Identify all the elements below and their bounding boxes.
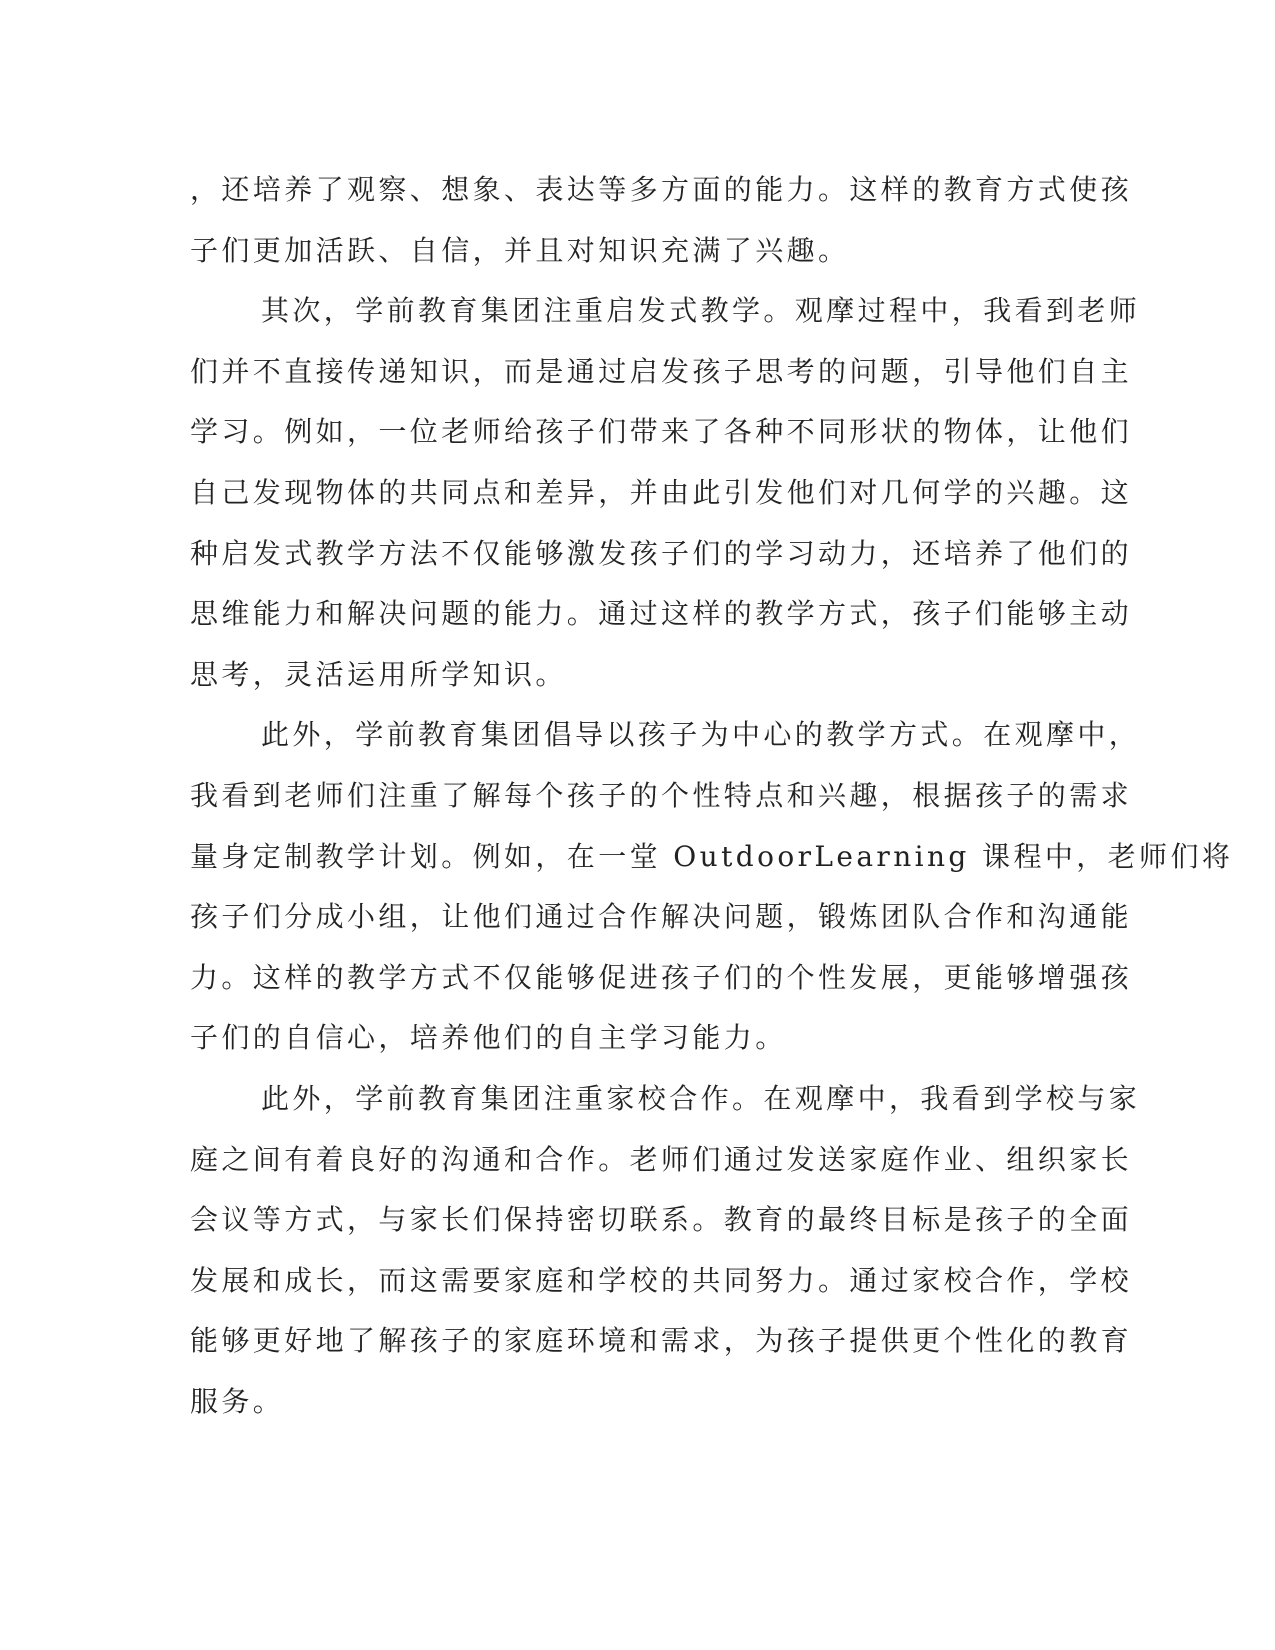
text-line: 思维能力和解决问题的能力。通过这样的教学方式，孩子们能够主动 [190,597,1133,631]
text-line: 此外，学前教育集团注重家校合作。在观摩中，我看到学校与家 [261,1081,1141,1115]
text-line: ，还培养了观察、想象、表达等多方面的能力。这样的教育方式使孩 [190,173,1133,206]
text-line: 们并不直接传递知识，而是通过启发孩子思考的问题，引导他们自主 [190,354,1133,388]
paragraph-1 [190,160,1133,281]
paragraph-4 [190,1069,1141,1433]
text-line: 孩子们分成小组，让他们通过合作解决问题，锻炼团队合作和沟通能 [190,900,1133,934]
text-line: 我看到老师们注重了解每个孩子的个性特点和兴趣，根据孩子的需求 [190,778,1133,812]
text-line: 子们的自信心，培养他们的自主学习能力。 [190,1021,787,1055]
text-line: 服务。 [190,1384,285,1418]
text-line: 自己发现物体的共同点和差异，并由此引发他们对几何学的兴趣。这 [190,475,1133,509]
text-line: 会议等方式，与家长们保持密切联系。教育的最终目标是孩子的全面 [190,1203,1133,1237]
text-line: 思考，灵活运用所学知识。 [190,657,567,691]
text-line: 种启发式教学方法不仅能够激发孩子们的学习动力，还培养了他们的 [190,536,1133,570]
text-line: 发展和成长，而这需要家庭和学校的共同努力。通过家校合作，学校 [190,1263,1133,1297]
text-line: 子们更加活跃、自信，并且对知识充满了兴趣。 [190,233,850,267]
text-line: 庭之间有着良好的沟通和合作。老师们通过发送家庭作业、组织家长 [190,1142,1133,1176]
text-line: 其次，学前教育集团注重启发式教学。观摩过程中，我看到老师 [261,294,1141,328]
body-text [190,160,1234,1432]
text-line: 学习。例如，一位老师给孩子们带来了各种不同形状的物体，让他们 [190,415,1133,449]
text-line: 此外，学前教育集团倡导以孩子为中心的教学方式。在观摩中， [261,718,1141,752]
text-line: 力。这样的教学方式不仅能够促进孩子们的个性发展，更能够增强孩 [190,960,1133,994]
text-line: 量身定制教学计划。例如，在一堂 OutdoorLearning 课程中，老师们将 [190,839,1234,873]
paragraph-3 [190,705,1234,1069]
text-line: 能够更好地了解孩子的家庭环境和需求，为孩子提供更个性化的教育 [190,1324,1133,1358]
paragraph-2 [190,281,1141,705]
